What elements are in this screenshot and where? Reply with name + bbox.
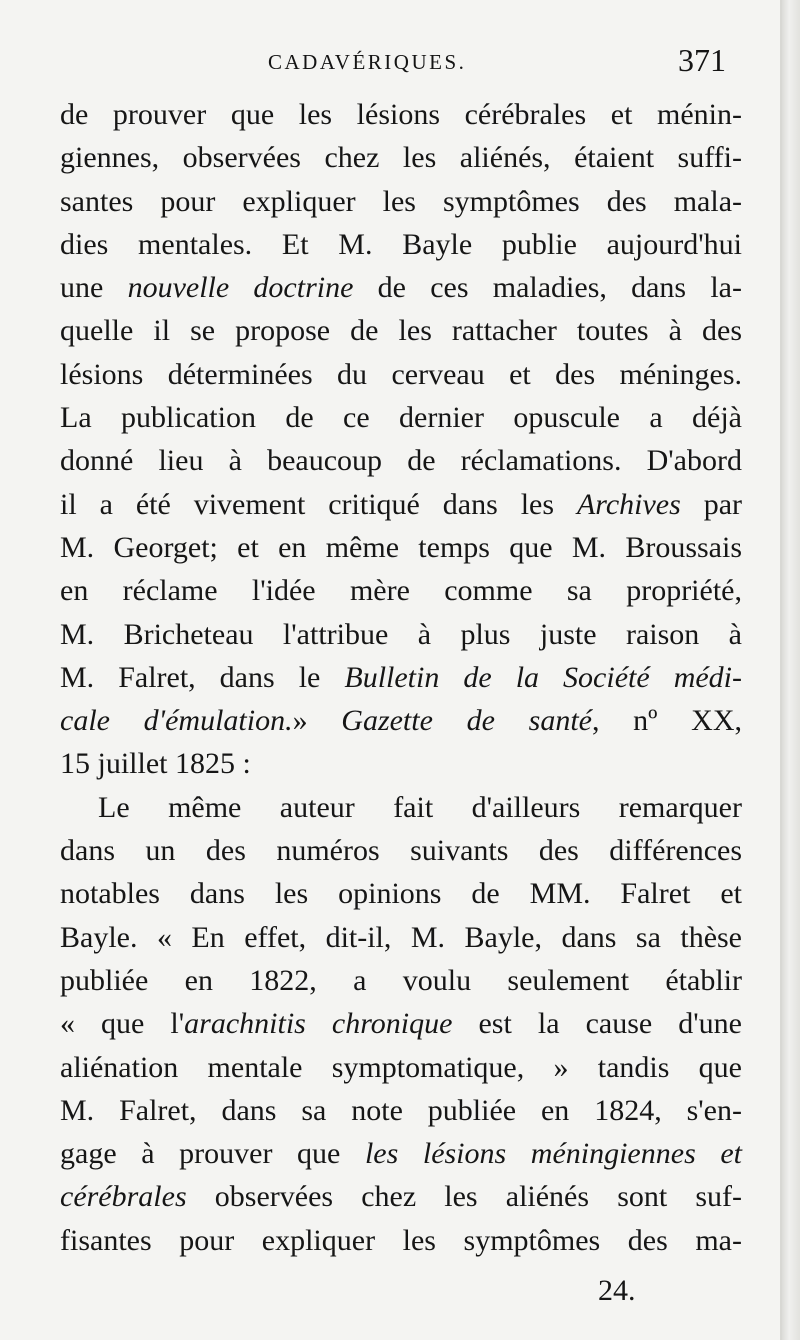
line-text: gage à prouver que	[60, 1137, 365, 1171]
page-number: 371	[678, 42, 726, 78]
italic-text: Archives	[576, 487, 681, 521]
italic-text: nouvelle doctrine	[127, 271, 354, 305]
text-line: publiée en 1822, a voulu seulement établir	[60, 963, 742, 997]
text-line: M. Bricheteau l'attribue à plus juste raison à	[60, 617, 742, 651]
text-line: lésions déterminées du cerveau et des méninges.	[60, 357, 742, 391]
text-line	[60, 266, 742, 309]
line-text: observées chez les aliénés sont suf-	[186, 1180, 742, 1214]
italic-text: cérébrales	[60, 1180, 187, 1214]
line-text: »	[292, 704, 342, 738]
text-line	[60, 1002, 742, 1045]
text-line: de prouver que les lésions cérébrales et ménin-	[60, 98, 742, 131]
line-text: « que l'	[60, 1007, 185, 1041]
text-line: 15 juillet 1825 :	[60, 747, 251, 781]
text-line: fisantes pour expliquer les symptômes des ma-	[60, 1223, 742, 1257]
text-line: santes pour expliquer les symptômes des mala-	[60, 184, 742, 218]
text-line	[60, 1132, 742, 1175]
running-head: CADAVÉRIQUES.	[268, 50, 467, 74]
text-line	[60, 699, 742, 742]
text-line	[60, 1175, 742, 1218]
italic-text: cale d'émulation.	[60, 704, 293, 738]
text-line	[60, 656, 742, 699]
italic-text: les lésions méningiennes et	[364, 1137, 742, 1171]
signature-mark: 24.	[598, 1274, 636, 1307]
line-text: de ces maladies, dans la-	[353, 271, 742, 305]
line-text: une	[60, 271, 128, 305]
body-text	[60, 93, 742, 1262]
text-line: aliénation mentale symptomatique, » tandis que	[60, 1050, 742, 1084]
italic-text: Bulletin de la Société médi-	[344, 660, 742, 694]
italic-text: Gazette de santé	[341, 704, 592, 738]
line-text: M. Falret, dans le	[60, 660, 345, 694]
line-text: , nº XX,	[591, 704, 743, 738]
text-line: notables dans les opinions de MM. Falret et	[60, 877, 742, 911]
text-line: Bayle. « En effet, dit-il, M. Bayle, dans sa thèse	[60, 920, 742, 954]
line-text: est la cause d'une	[452, 1007, 742, 1041]
text-line: en réclame l'idée mère comme sa propriété,	[60, 574, 742, 608]
text-line: La publication de ce dernier opuscule a déjà	[60, 401, 742, 435]
text-line: donné lieu à beaucoup de réclamations. D'abord	[60, 444, 742, 478]
page-header	[0, 42, 782, 86]
text-line: M. Georget; et en même temps que M. Broussais	[60, 530, 742, 564]
page-gutter	[782, 0, 800, 1340]
line-text: il a été vivement critiqué dans les	[60, 487, 577, 521]
text-line: M. Falret, dans sa note publiée en 1824, s'en-	[60, 1093, 742, 1127]
text-line: giennes, observées chez les aliénés, étaient suffi-	[60, 141, 742, 175]
text-line	[60, 483, 742, 526]
italic-text: arachnitis chronique	[184, 1007, 453, 1041]
text-line: dies mentales. Et M. Bayle publie aujourd'hui	[60, 227, 742, 261]
text-line: quelle il se propose de les rattacher toutes à des	[60, 314, 742, 348]
text-line: Le même auteur fait d'ailleurs remarquer	[98, 790, 742, 824]
line-text: par	[680, 487, 743, 521]
text-line: dans un des numéros suivants des différences	[60, 834, 742, 868]
